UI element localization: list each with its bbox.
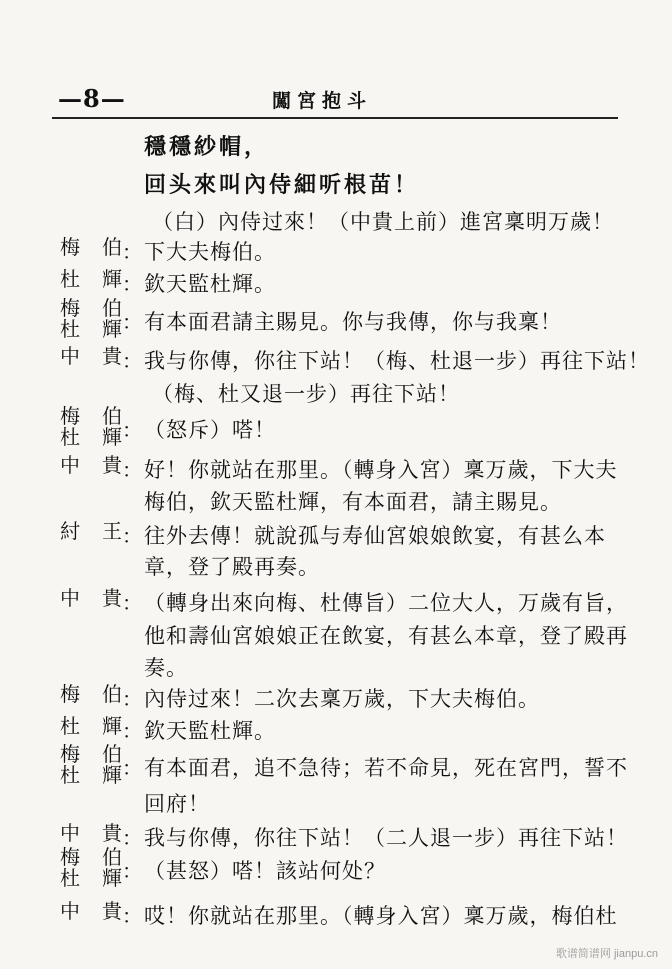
script-line bbox=[0, 484, 672, 520]
line-text: 哎！你就站在那里。（轉身入宮）稟万歲，梅伯杜 bbox=[144, 904, 618, 928]
line-text: 奏。 bbox=[144, 656, 188, 680]
speaker-name: 梅 伯 bbox=[60, 404, 122, 428]
speaker-name: 杜 輝 bbox=[60, 714, 122, 738]
line-text: 梅伯，欽天監杜輝，有本面君，請主賜見。 bbox=[144, 490, 562, 514]
speaker-colon: ： bbox=[122, 591, 142, 615]
script-line bbox=[0, 618, 672, 654]
script-line bbox=[0, 234, 672, 270]
script-line bbox=[0, 898, 672, 934]
speaker-name: 杜 輝 bbox=[60, 763, 122, 787]
running-title: 闖宮抱斗 bbox=[272, 90, 373, 112]
speaker-name: 中 貴 bbox=[60, 344, 122, 368]
script-line bbox=[0, 845, 672, 890]
speaker-label bbox=[60, 236, 126, 258]
line-text: 回头來叫內侍細听根苗！ bbox=[144, 172, 420, 198]
line-text: （怒斥）嗒！ bbox=[144, 418, 276, 442]
speaker-name: 杜 輝 bbox=[60, 425, 122, 449]
speaker-colon: ： bbox=[122, 756, 142, 780]
line-text: 我与你傳，你往下站！（二人退一步）再往下站！ bbox=[144, 826, 628, 850]
speaker-name: 中 貴 bbox=[60, 453, 122, 477]
speaker-name: 梅 伯 bbox=[60, 845, 122, 869]
speaker-name: 中 貴 bbox=[60, 899, 122, 923]
speaker-colon: ： bbox=[122, 418, 142, 442]
speaker-name: 梅 伯 bbox=[60, 235, 122, 259]
speaker-colon: ： bbox=[122, 240, 142, 264]
line-text: 欽天監杜輝。 bbox=[144, 272, 276, 296]
line-text: （轉身出來向梅、杜傳旨）二位大人，万歲有旨， bbox=[144, 591, 628, 615]
speaker-label bbox=[60, 406, 126, 448]
script-line bbox=[0, 549, 672, 585]
line-text: 有本面君請主賜見。你与我傳，你与我稟！ bbox=[144, 310, 562, 334]
speaker-label bbox=[60, 345, 126, 367]
speaker-name: 梅 伯 bbox=[60, 682, 122, 706]
speaker-colon: ： bbox=[122, 904, 142, 928]
speaker-label bbox=[60, 715, 126, 737]
script-line bbox=[0, 452, 672, 488]
speaker-label bbox=[60, 268, 126, 290]
script-line bbox=[0, 681, 672, 717]
speaker-colon: ： bbox=[122, 458, 142, 482]
speaker-colon: ： bbox=[122, 687, 142, 711]
script-line bbox=[0, 404, 672, 449]
line-text: 章，登了殿再奏。 bbox=[144, 555, 320, 579]
speaker-name: 梅 伯 bbox=[60, 742, 122, 766]
line-text: （甚怒）嗒！該站何处？ bbox=[144, 859, 386, 883]
speaker-label bbox=[60, 683, 126, 705]
speaker-colon: ： bbox=[122, 826, 142, 850]
speaker-name: 中 貴 bbox=[60, 586, 122, 610]
line-text: 我与你傳，你往下站！（梅、杜退一步）再往下站！ bbox=[144, 349, 650, 373]
line-text: （梅、杜又退一步）再往下站！ bbox=[152, 382, 460, 406]
script-line bbox=[0, 786, 672, 822]
line-text: 往外去傳！就說孤与寿仙宮娘娘飲宴，有甚么本 bbox=[144, 524, 606, 548]
line-text: （白）內侍过來！（中貴上前）進宮稟明万歲！ bbox=[152, 210, 614, 234]
speaker-name: 梅 伯 bbox=[60, 296, 122, 320]
script-line bbox=[0, 166, 672, 202]
script-line bbox=[0, 128, 672, 164]
line-text: 回府！ bbox=[144, 792, 210, 816]
line-text: 有本面君，追不急待；若不命見，死在宮門，誓不 bbox=[144, 756, 628, 780]
line-text: 欽天監杜輝。 bbox=[144, 719, 276, 743]
script-line bbox=[0, 296, 672, 341]
line-text: 好！你就站在那里。（轉身入宮）稟万歲，下大夫 bbox=[144, 458, 618, 482]
speaker-colon: ： bbox=[122, 349, 142, 373]
script-line bbox=[0, 585, 672, 621]
speaker-colon: ： bbox=[122, 310, 142, 334]
speaker-label bbox=[60, 520, 126, 542]
speaker-colon: ： bbox=[122, 524, 142, 548]
script-line bbox=[0, 266, 672, 302]
speaker-colon: ： bbox=[122, 859, 142, 883]
speaker-name: 杜 輝 bbox=[60, 317, 122, 341]
speaker-label bbox=[60, 900, 126, 922]
page-number: —8— bbox=[58, 84, 126, 113]
line-text: 穩穩紗帽， bbox=[144, 134, 270, 160]
line-text: 內侍过來！二次去稟万歲，下大夫梅伯。 bbox=[144, 687, 540, 711]
line-text: 下大夫梅伯。 bbox=[144, 240, 276, 264]
speaker-label bbox=[60, 847, 126, 889]
speaker-label bbox=[60, 298, 126, 340]
speaker-name: 杜 輝 bbox=[60, 267, 122, 291]
watermark: 歌谱简谱网 jianpu.cn bbox=[555, 948, 658, 960]
speaker-colon: ： bbox=[122, 272, 142, 296]
speaker-label bbox=[60, 744, 126, 786]
speaker-label bbox=[60, 454, 126, 476]
speaker-name: 紂 王 bbox=[60, 519, 122, 543]
speaker-label bbox=[60, 587, 126, 609]
speaker-label bbox=[60, 822, 126, 844]
speaker-name: 杜 輝 bbox=[60, 866, 122, 890]
speaker-colon: ： bbox=[122, 719, 142, 743]
script-line bbox=[0, 742, 672, 787]
script-line bbox=[0, 343, 672, 379]
line-text: 他和壽仙宮娘娘正在飲宴，有甚么本章，登了殿再 bbox=[144, 624, 628, 648]
speaker-name: 中 貴 bbox=[60, 821, 122, 845]
